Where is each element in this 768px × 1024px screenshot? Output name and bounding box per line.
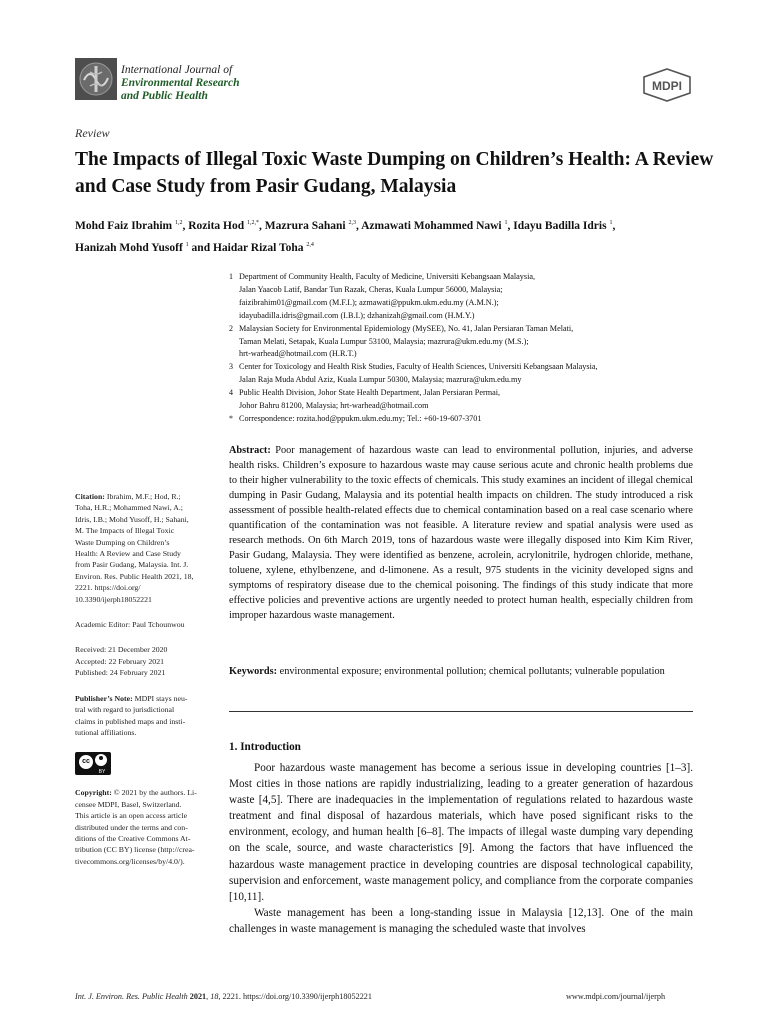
publisher-note — [75, 693, 217, 739]
copyright-line: © 2021 by the authors. Li- — [113, 788, 197, 798]
by-label: BY — [98, 769, 106, 776]
published-date: Published: 24 February 2021 — [75, 668, 166, 678]
citation-line: Idris, I.B.; Mohd Yusoff, H.; Sahani, — [75, 514, 189, 524]
section-heading: 1. Introduction — [229, 741, 301, 753]
journal-line-1: International Journal of — [121, 64, 233, 76]
affiliation-line: Taman Melati, Setapak, Kuala Lumpur 53100, Malaysia; mazrura@ukm.edu.my (M.S.); — [239, 336, 529, 346]
affiliation-line: Center for Toxicology and Health Risk Studies, Faculty of Health Sciences, Universiti Kebangsaan Malaysia, — [239, 362, 598, 372]
copyright-label: Copyright: — [75, 788, 112, 798]
affiliation-line: idayubadilla.idris@gmail.com (I.B.I.); dzhanizah@gmail.com (H.M.Y.) — [239, 310, 475, 320]
paragraph-1: Poor hazardous waste management has become a serious issue in developing countries [1–3]. Most cities in those nations are rapidly industrializing, leading to a greater generation of hazardous waste [4,5]. There are inadequacies in the implementation of regulations related to hazardous waste treatment and final disposal of hazardous materials, which have posed significant risks to the environment, ecology, and human health [6–8]. The impacts of illegal waste dumping vary depending on the scale, source, and waste characteristics [9]. Among the factors that have influenced the hazardous waste management practice in developing countries are disposal technological capability, supervision and enforcement, waste management policy, and compliance from the corporate companies [10,11]. — [229, 762, 693, 903]
publisher-note-line: tutional affiliations. — [75, 727, 137, 737]
article-type: Review — [75, 126, 110, 140]
footer-citation: Int. J. Environ. Res. Public Health 2021, 18, 2221. https://doi.org/10.3390/ijerph18052221 — [75, 992, 372, 1001]
citation-block — [75, 491, 217, 605]
affiliation-line: Public Health Division, Johor State Health Department, Jalan Persiaran Permai, — [239, 388, 501, 398]
affiliation-4 — [229, 387, 704, 413]
publisher-note-line: tral with regard to jurisdictional — [75, 705, 175, 715]
paper-title: The Impacts of Illegal Toxic Waste Dumping on Children’s Health: A Review and Case Study from Pasir Gudang, Malaysia — [75, 149, 714, 197]
accepted-date: Accepted: 22 February 2021 — [75, 656, 164, 666]
footer-journal-url[interactable]: www.mdpi.com/journal/ijerph — [566, 992, 666, 1001]
affiliation-mark: 2 — [229, 323, 233, 333]
sidebar — [75, 491, 217, 881]
affiliation-line: faizibrahim01@gmail.com (M.F.I.); azmawati@ppukm.ukm.edu.my (A.M.N.); — [239, 297, 499, 307]
keywords-text: environmental exposure; environmental pollution; chemical pollutants; vulnerable population — [279, 666, 665, 677]
affiliation-line: Malaysian Society for Environmental Epidemiology (MySEE), No. 41, Jalan Persiaran Taman Melati, — [239, 323, 574, 333]
affiliation-5 — [229, 413, 704, 426]
received-date: Received: 21 December 2020 — [75, 645, 168, 655]
journal-line-2: Environmental Research — [121, 77, 240, 89]
copyright-line: censee MDPI, Basel, Switzerland. — [75, 799, 182, 809]
journal-line-3: and Public Health — [121, 90, 208, 102]
journal-logo-icon — [75, 58, 117, 100]
cc-by-license-icon[interactable] — [75, 752, 111, 775]
affiliation-line: Correspondence: rozita.hod@ppukm.ukm.edu.my; Tel.: +60-19-607-3701 — [239, 413, 482, 423]
citation-label: Citation: — [75, 492, 105, 501]
copyright-line: distributed under the terms and con- — [75, 822, 188, 832]
keywords — [229, 664, 693, 679]
academic-editor: Academic Editor: Paul Tchounwou — [75, 620, 185, 630]
paragraph-2: Waste management has been a long-standing issue in Malaysia [12,13]. One of the main challenges in waste management is managing the scheduled waste that involves — [229, 906, 693, 935]
citation-line: Ibrahim, M.F.; Hod, R.; — [106, 492, 181, 501]
body-text — [229, 760, 693, 937]
publisher-note-label: Publisher’s Note: — [75, 693, 133, 703]
cc-icon: cc — [78, 754, 94, 770]
journal-name — [121, 64, 291, 103]
affiliation-line: Johor Bahru 81200, Malaysia; hrt-warhead@hotmail.com — [239, 401, 429, 411]
mdpi-logo-icon — [641, 68, 693, 102]
section-divider — [229, 711, 693, 712]
citation-line: Waste Dumping on Children’s — [75, 537, 170, 547]
keywords-label: Keywords: — [229, 666, 278, 677]
affiliation-line: Jalan Raja Muda Abdul Aziz, Kuala Lumpur 50300, Malaysia; mazrura@ukm.edu.my — [239, 375, 522, 385]
affiliation-line: Jalan Yaacob Latif, Bandar Tun Razak, Cheras, Kuala Lumpur 56000, Malaysia; — [239, 284, 503, 294]
affiliation-mark: * — [229, 413, 233, 423]
copyright-line: tivecommons.org/licenses/by/4.0/). — [75, 856, 185, 866]
authors-line-1: Mohd Faiz Ibrahim $^{1,2}$, Rozita Hod $^{1,2,*}$, Mazrura Sahani $^{2,3}$, Azmawati Mohammed Nawi $^1$, Idayu Badilla Idris $^1$, — [75, 219, 616, 232]
citation-line: M. The Impacts of Illegal Toxic — [75, 526, 175, 536]
copyright-line: ditions of the Creative Commons At- — [75, 833, 191, 843]
citation-line: Health: A Review and Case Study — [75, 549, 181, 559]
dates-block — [75, 644, 217, 678]
affiliation-3 — [229, 361, 704, 387]
publisher-note-line: MDPI stays neu- — [134, 693, 188, 703]
copyright-line: tribution (CC BY) license (http://crea- — [75, 845, 195, 855]
mdpi-logo-text: MDPI — [652, 79, 682, 93]
affiliation-mark: 1 — [229, 272, 233, 281]
citation-line: 2221. https://doi.org/ — [75, 583, 141, 593]
author-list — [75, 214, 715, 258]
affiliation-line: Department of Community Health, Faculty of Medicine, Universiti Kebangsaan Malaysia, — [239, 272, 536, 281]
authors-line-2: Hanizah Mohd Yusoff $^1$ and Haidar Rizal Toha $^{2,4}$ — [75, 241, 314, 254]
abstract-label: Abstract: — [229, 445, 271, 456]
citation-line: Toha, H.R.; Mohammed Nawi, A.; — [75, 503, 183, 513]
affiliations — [229, 271, 704, 426]
citation-line: Environ. Res. Public Health 2021, 18, — [75, 571, 194, 581]
copyright-line: This article is an open access article — [75, 811, 188, 821]
affiliation-line: hrt-warhead@hotmail.com (H.R.T.) — [239, 349, 357, 359]
affiliation-mark: 3 — [229, 362, 233, 372]
citation-line: from Pasir Gudang, Malaysia. Int. J. — [75, 560, 189, 570]
affiliation-mark: 4 — [229, 388, 233, 398]
copyright-block — [75, 787, 217, 867]
abstract-text: Poor management of hazardous waste can lead to environmental pollution, injuries, and adverse health risks. Children’s exposure to hazardous waste may cause serious acute and chronic health problems due to their higher vulnerability to the toxic effects of chemicals. This study examines an incident of illegal chemical dumping in Pasir Gudang, Malaysia and its potential health impacts on children. The study introduced a risk assessment of possible health-related effects due to chemical contamination based on a real case scenario where quantification of the contamination was not feasible. A literature review and spatial analysis were used as research methods. On 6th March 2019, tons of hazardous waste were illegally disposed into Kim Kim River, Pasir Gudang, Malaysia. They were identified as benzene, acrolein, acrylonitrile, hydrogen chloride, methane, toluene, xylene, ethylbenzene, and d-limonene. As a result, 975 students in the vicinity developed signs and symptoms of respiratory disease due to the chemical poisoning. The findings of this study indicate that more effective policies and preventive actions are urgently needed to protect human health, especially children from improper hazardous waste management. — [229, 445, 693, 621]
publisher-note-line: claims in published maps and insti- — [75, 716, 186, 726]
affiliation-2 — [229, 323, 704, 362]
citation-line: 10.3390/ijerph18052221 — [75, 594, 152, 604]
by-person-icon — [95, 754, 107, 766]
abstract — [229, 443, 693, 623]
affiliation-1 — [229, 271, 704, 323]
